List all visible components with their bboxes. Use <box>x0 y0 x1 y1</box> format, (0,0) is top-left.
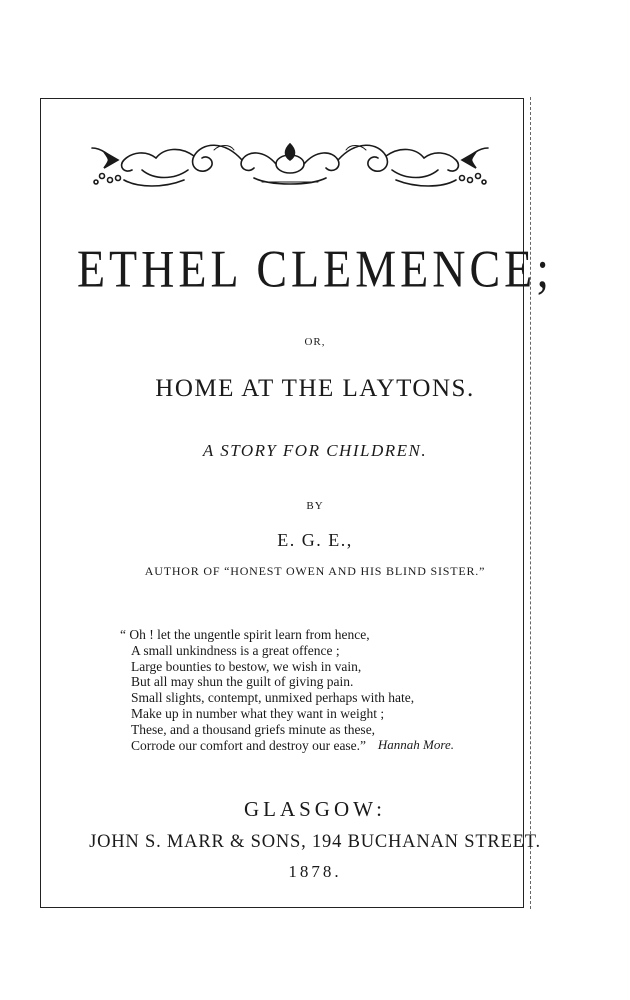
imprint-publisher: JOHN S. MARR & SONS, 194 BUCHANAN STREET. <box>89 832 541 852</box>
book-title: ETHEL CLEMENCE; <box>76 239 554 298</box>
epigraph-line: “ Oh ! let the ungentle spirit learn from hence, <box>120 627 370 642</box>
epigraph-line: Make up in number what they want in weight ; <box>131 705 385 721</box>
author-credit: AUTHOR OF “HONEST OWEN AND HIS BLIND SISTER.” <box>144 564 486 578</box>
author-initials: E. G. E., <box>277 530 353 550</box>
epigraph-line: Large bounties to bestow, we wish in vain, <box>131 658 362 674</box>
epigraph <box>120 627 460 753</box>
title-connector: OR, <box>304 336 326 348</box>
epigraph-line: These, and a thousand griefs minute as these, <box>131 721 376 737</box>
book-subtitle: HOME AT THE LAYTONS. <box>155 375 475 402</box>
floral-ornament-icon <box>84 130 496 194</box>
epigraph-line: Corrode our comfort and destroy our ease.” <box>131 737 367 753</box>
imprint-city: GLASGOW: <box>243 797 387 821</box>
imprint-year: 1878. <box>288 862 342 881</box>
book-tagline: A STORY FOR CHILDREN. <box>202 441 428 460</box>
epigraph-attribution: Hannah More. <box>377 737 454 752</box>
epigraph-line: But all may shun the guilt of giving pain. <box>131 674 354 690</box>
by-label: BY <box>306 500 324 512</box>
epigraph-line: Small slights, contempt, unmixed perhaps with hate, <box>131 690 415 706</box>
epigraph-line: A small unkindness is a great offence ; <box>131 642 340 658</box>
